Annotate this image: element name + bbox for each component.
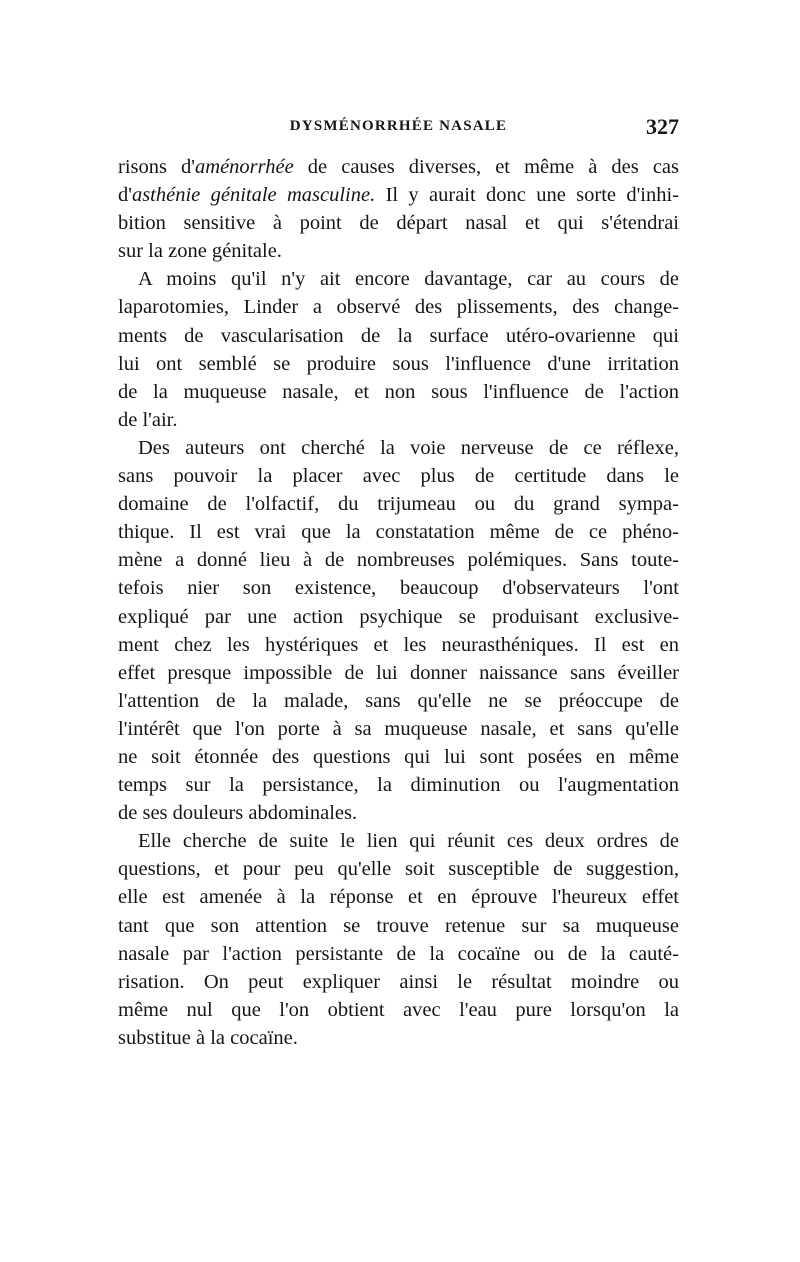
page-number: 327 xyxy=(646,114,679,139)
text-line: lui ont semblé se produire sous l'influence d'une irritation xyxy=(118,352,679,375)
text-line: temps sur la persistance, la diminution ou l'augmentation xyxy=(118,774,679,797)
text-line: effet presque impossible de lui donner naissance sans éveiller xyxy=(118,661,679,684)
text-line: l'attention de la malade, sans qu'elle ne se préoccupe de xyxy=(118,689,679,712)
text-line: elle est amenée à la réponse et en éprouve l'heureux effet xyxy=(118,886,679,909)
text-line: questions, et pour peu qu'elle soit susceptible de suggestion, xyxy=(118,858,679,881)
text-line: ne soit étonnée des questions qui lui sont posées en même xyxy=(118,745,679,768)
text-line: Elle cherche de suite le lien qui réunit ces deux ordres de xyxy=(138,830,679,853)
text-line: A moins qu'il n'y ait encore davantage, car au cours de xyxy=(138,268,679,291)
text-line: nasale par l'action persistante de la cocaïne ou de la cauté- xyxy=(118,942,679,965)
text-line: même nul que l'on obtient avec l'eau pure lorsqu'on la xyxy=(118,998,679,1021)
text-line: substitue à la cocaïne. xyxy=(118,1026,298,1049)
text-line: ment chez les hystériques et les neurasthéniques. Il est en xyxy=(118,633,679,656)
text-line: bition sensitive à point de départ nasal et qui s'étendrai xyxy=(118,212,679,235)
text-line: expliqué par une action psychique se produisant exclusive- xyxy=(118,605,679,628)
text-line: sur la zone génitale. xyxy=(118,240,282,263)
running-head xyxy=(118,114,679,144)
text-line: de l'air. xyxy=(118,408,178,431)
text-line: ments de vascularisation de la surface utéro-ovarienne qui xyxy=(118,324,679,347)
text-line: mène a donné lieu à de nombreuses polémiques. Sans toute- xyxy=(118,549,679,572)
text-line: d'asthénie génitale masculine. Il y aurait donc une sorte d'inhi- xyxy=(118,184,679,207)
text-line: de ses douleurs abdominales. xyxy=(118,802,358,825)
body-text xyxy=(118,153,679,1052)
text-line: tant que son attention se trouve retenue sur sa muqueuse xyxy=(118,914,679,937)
text-line: risons d'aménorrhée de causes diverses, et même à des cas xyxy=(118,156,680,178)
text-line: risation. On peut expliquer ainsi le résultat moindre ou xyxy=(118,970,679,993)
text-line: l'intérêt que l'on porte à sa muqueuse nasale, et sans qu'elle xyxy=(118,717,679,740)
text-line: Des auteurs ont cherché la voie nerveuse de ce réflexe, xyxy=(138,436,679,459)
running-title: DYSMÉNORRHÉE NASALE xyxy=(289,118,508,134)
text-line: tefois nier son existence, beaucoup d'observateurs l'ont xyxy=(118,577,679,600)
text-line: thique. Il est vrai que la constatation même de ce phéno- xyxy=(118,521,679,544)
text-line: domaine de l'olfactif, du trijumeau ou du grand sympa- xyxy=(118,493,679,516)
text-line: de la muqueuse nasale, et non sous l'influence de l'action xyxy=(118,380,679,403)
text-line: sans pouvoir la placer avec plus de certitude dans le xyxy=(118,465,679,488)
text-line: laparotomies, Linder a observé des plissements, des change- xyxy=(118,296,679,319)
